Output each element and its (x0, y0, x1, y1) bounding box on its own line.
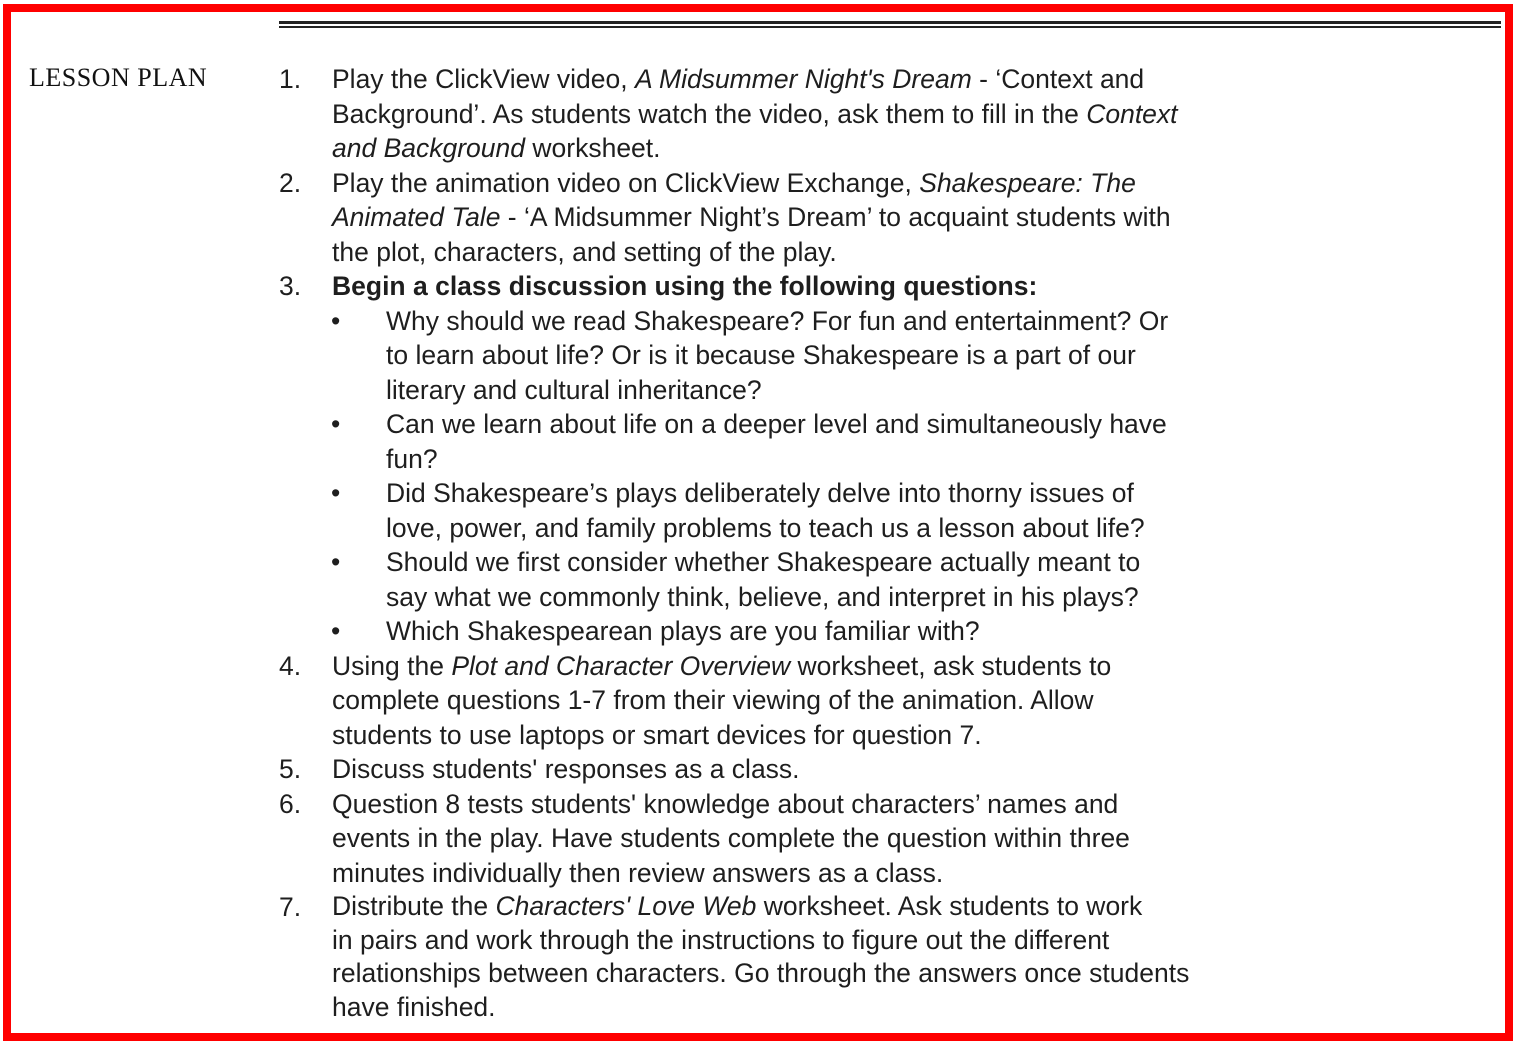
numbered-step (279, 166, 1189, 270)
text-segment: the plot, characters, and setting of the play. (332, 236, 837, 267)
step-number: 4. (279, 650, 302, 681)
bullet-question (279, 614, 1189, 649)
text-segment: Did Shakespeare’s plays deliberately delve into thorny issues of (386, 478, 1134, 508)
text-segment: Discuss students' responses as a class. (332, 754, 800, 784)
text-segment: complete questions 1-7 from their viewing of the animation. Allow (332, 685, 1094, 715)
italic-title: Context (1086, 98, 1178, 129)
section-label: LESSON PLAN (29, 63, 208, 92)
text-line (332, 200, 1189, 235)
double-rule-divider (279, 21, 1501, 28)
text-segment: relationships between characters. Go through the answers once students (332, 958, 1190, 988)
text-line (386, 511, 1189, 546)
italic-title: and Background (332, 133, 526, 163)
bullet-question (279, 476, 1189, 545)
text-segment: in pairs and work through the instructions to figure out the different (332, 924, 1110, 955)
text-segment: events in the play. Have students complete the question within three (332, 823, 1130, 853)
text-segment: Which Shakespearean plays are you familiar with? (386, 616, 980, 646)
text-segment: Why should we read Shakespeare? For fun and entertainment? Or (386, 305, 1169, 336)
text-segment: Play the animation video on ClickView Exchange, (332, 167, 920, 198)
text-line (332, 890, 1189, 924)
text-line (332, 718, 1189, 753)
text-segment: - ‘A Midsummer Night’s Dream’ to acquaint students with (500, 202, 1171, 232)
step-number: 3. (279, 271, 302, 301)
numbered-step (279, 269, 1189, 304)
step-number: 6. (279, 788, 302, 819)
bullet-icon: • (331, 547, 341, 577)
text-line (332, 649, 1189, 684)
italic-title: A Midsummer Night's Dream (634, 64, 972, 94)
bullet-question (279, 407, 1189, 476)
text-segment: Using the (332, 650, 452, 681)
text-segment: love, power, and family problems to teach us a lesson about life? (386, 512, 1145, 543)
text-line (386, 407, 1189, 442)
bold-text: Begin a class discussion using the following questions: (332, 271, 1038, 301)
text-segment: have finished. (332, 991, 496, 1022)
numbered-step (279, 752, 1189, 787)
text-segment: Should we first consider whether Shakespeare actually meant to (386, 547, 1141, 577)
text-line (332, 821, 1189, 856)
italic-title: Shakespeare: The (919, 167, 1136, 198)
text-segment: Distribute the (332, 891, 496, 921)
text-line (332, 787, 1189, 822)
text-line (386, 442, 1189, 477)
text-segment: say what we commonly think, believe, and interpret in his plays? (386, 581, 1139, 612)
text-segment: minutes individually then review answers as a class. (332, 857, 944, 888)
text-segment: Question 8 tests students' knowledge about characters’ names and (332, 788, 1119, 819)
text-line (332, 166, 1189, 201)
text-line (332, 97, 1189, 132)
step-number: 5. (279, 754, 302, 784)
step-number: 1. (279, 64, 302, 94)
text-line (386, 545, 1189, 580)
bullet-icon: • (331, 478, 341, 508)
text-line (332, 957, 1189, 991)
text-segment: Background’. As students watch the video, ask them to fill in the (332, 98, 1087, 129)
bullet-question (279, 304, 1189, 408)
text-line (332, 856, 1189, 891)
text-line (386, 614, 1189, 649)
text-segment: literary and cultural inheritance? (386, 374, 762, 405)
text-line (332, 235, 1189, 270)
text-segment: worksheet. Ask students to work (756, 891, 1143, 921)
text-segment: Can we learn about life on a deeper level and simultaneously have (386, 409, 1167, 439)
italic-title: Characters' Love Web (495, 891, 757, 921)
bullet-icon: • (331, 616, 341, 646)
text-segment: students to use laptops or smart devices for question 7. (332, 719, 982, 750)
bullet-icon: • (331, 409, 341, 439)
text-line (386, 580, 1189, 615)
text-segment: - ‘Context and (971, 64, 1145, 94)
text-line (386, 373, 1189, 408)
text-segment: Play the ClickView video, (332, 64, 635, 94)
text-line (332, 269, 1189, 304)
text-line (386, 476, 1189, 511)
text-line (332, 683, 1189, 718)
text-segment: fun? (386, 443, 438, 474)
numbered-step (279, 649, 1189, 753)
lesson-plan-list (279, 62, 1189, 1024)
text-line (332, 752, 1189, 787)
bullet-question (279, 545, 1189, 614)
step-number: 2. (279, 167, 302, 198)
numbered-step (279, 62, 1189, 166)
italic-title: Plot and Character Overview (451, 650, 791, 681)
text-line (332, 924, 1189, 958)
bullet-icon: • (331, 305, 341, 336)
text-line (332, 131, 1189, 166)
text-segment: worksheet, ask students to (790, 650, 1112, 681)
text-segment: worksheet. (525, 133, 661, 163)
text-line (386, 338, 1189, 373)
text-line (386, 304, 1189, 339)
numbered-step (279, 787, 1189, 891)
text-segment: to learn about life? Or is it because Shakespeare is a part of our (386, 340, 1136, 370)
text-line (332, 62, 1189, 97)
italic-title: Animated Tale (332, 202, 501, 232)
text-line (332, 991, 1189, 1025)
numbered-step (279, 890, 1189, 1024)
step-number: 7. (279, 892, 302, 922)
